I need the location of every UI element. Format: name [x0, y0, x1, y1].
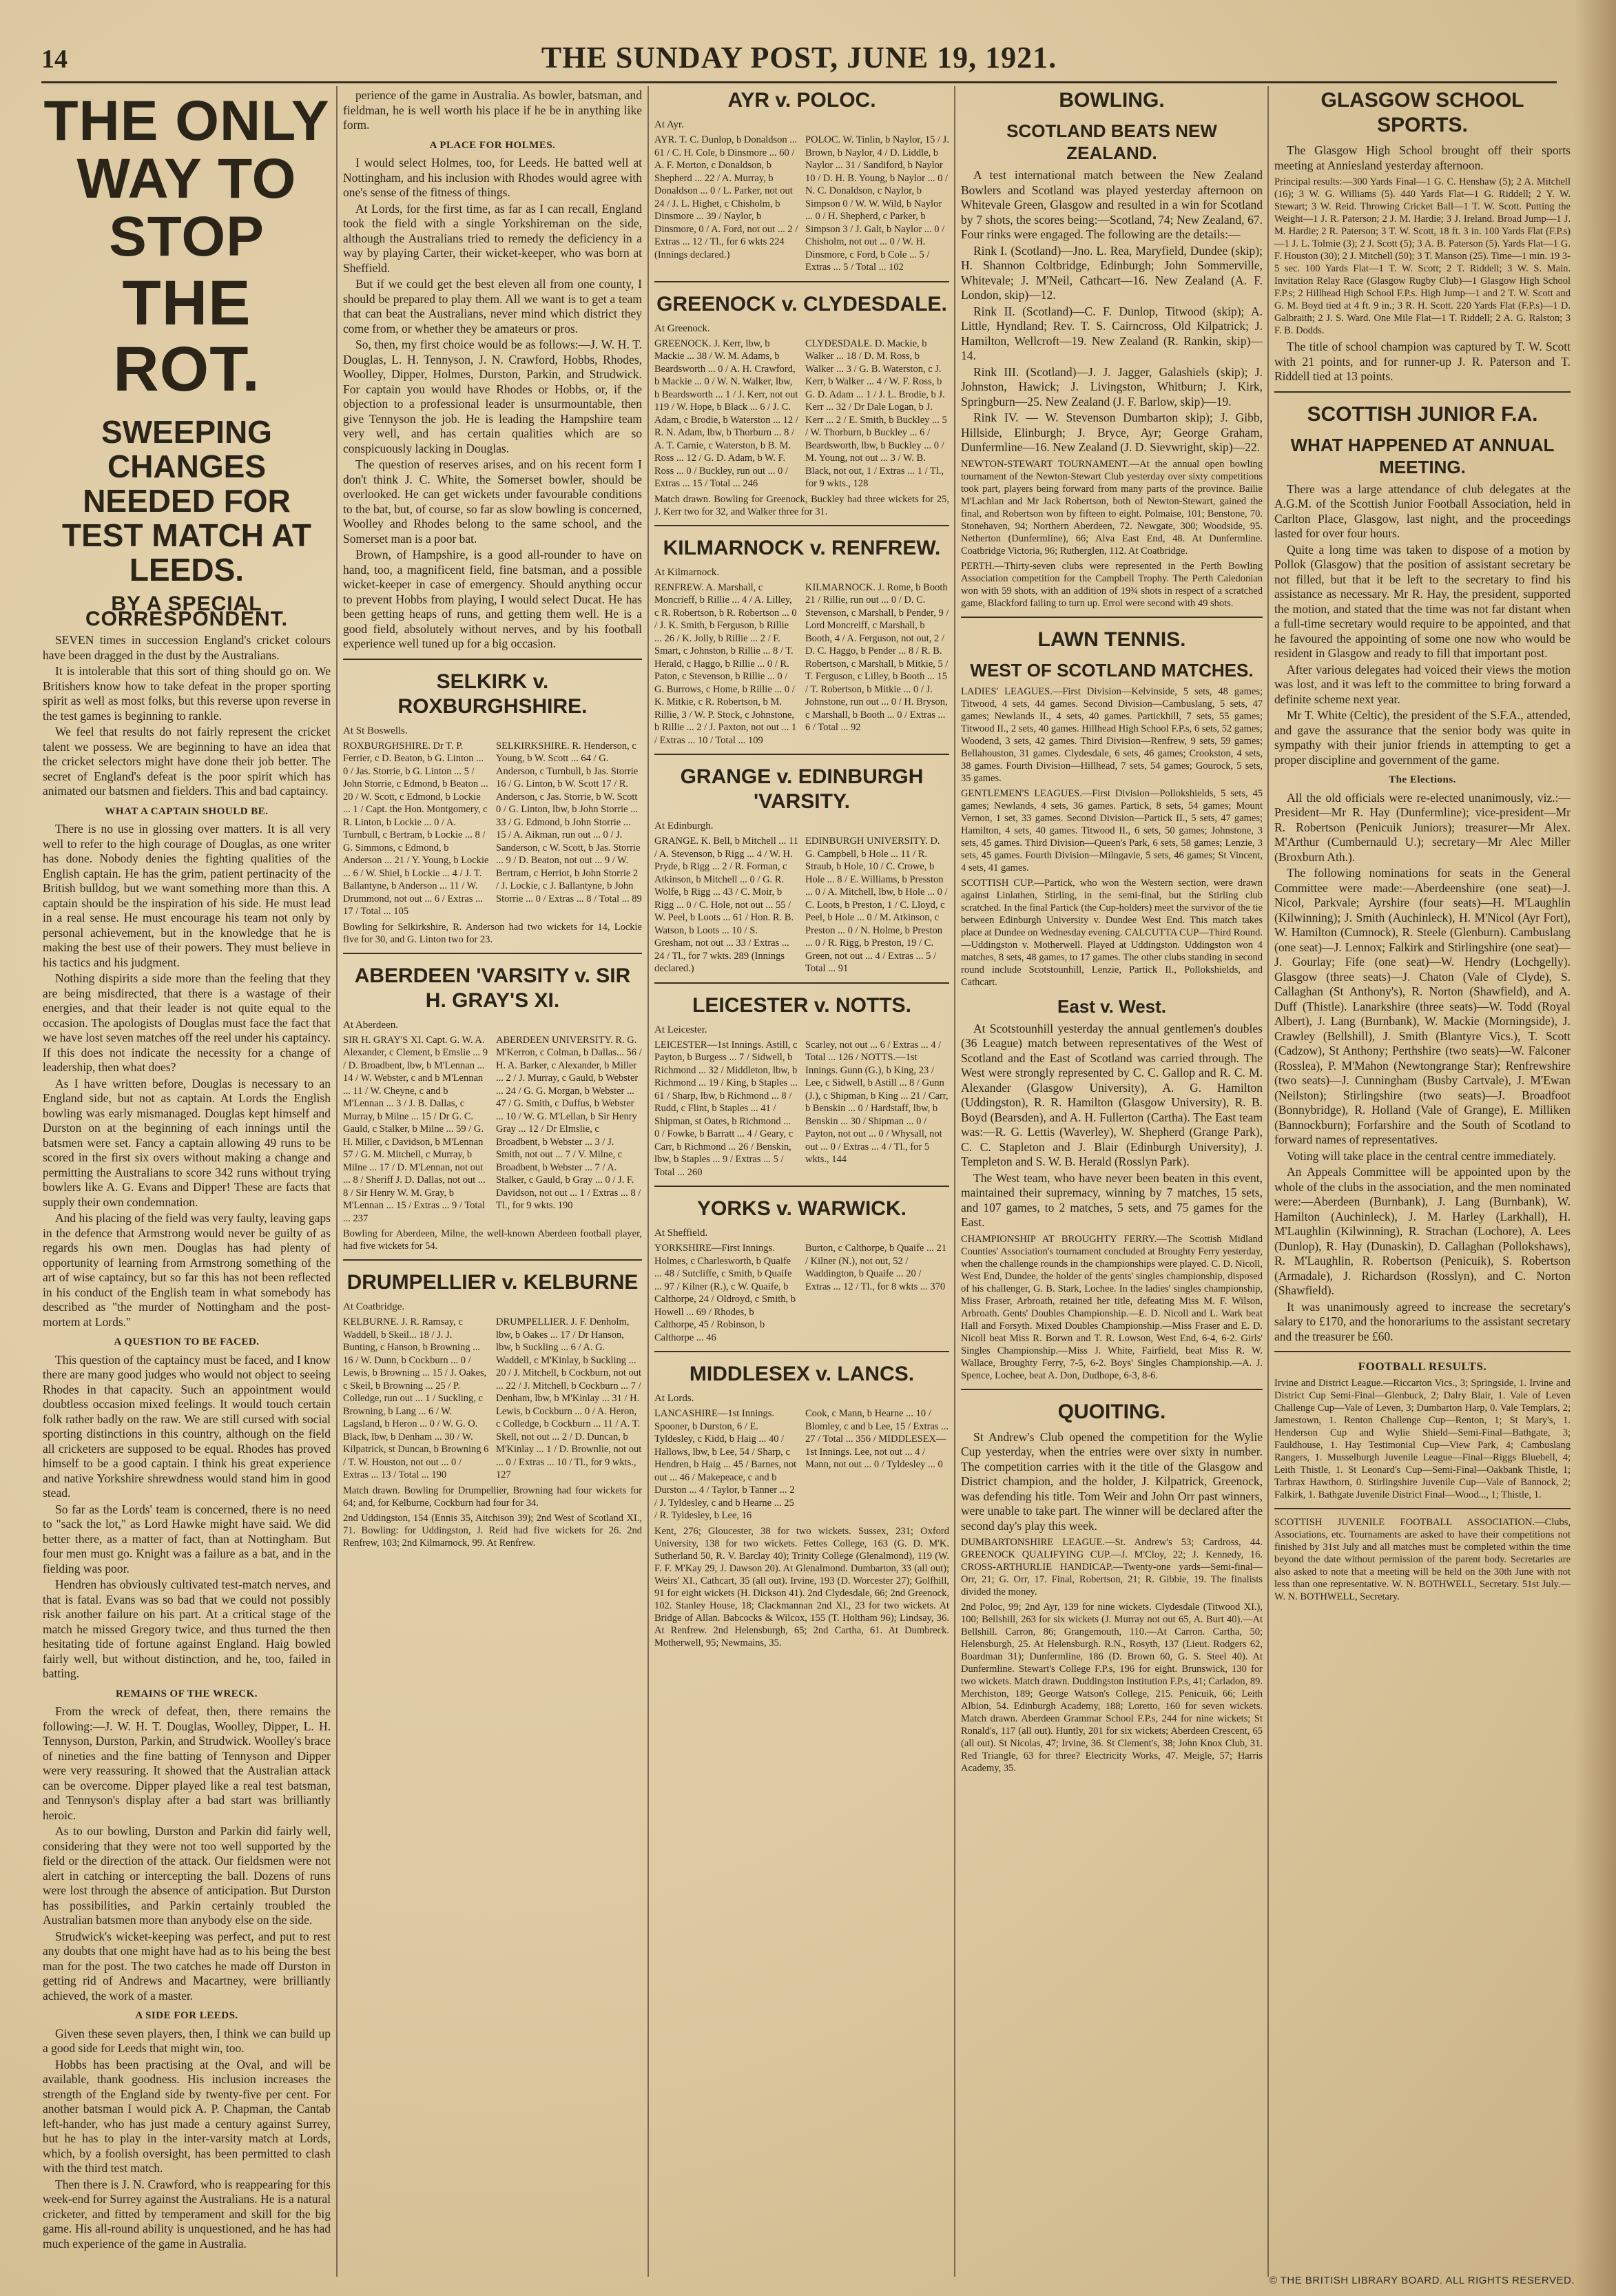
masthead [41, 40, 1557, 74]
article-paragraph: Quite a long time was taken to dispose of a motion by Pollok (Glasgow) that the position of assistant secretary be not filled, but that it be left to the secretary to find his assistance as necessary. Mr R. Hay, the president, supported the motion, and stated that the time was not far distant when a full-time secretary would require to be appointed, and that he favoured the appointing of some one now who would be resident in Glasgow and ready to fill that important post. [1274, 542, 1571, 660]
article-heading: East v. West. [1057, 995, 1166, 1017]
article-paragraph: The question of reserves arises, and on his recent form I don't think J. C. White, the Somerset bowler, should be overlooked. He can get wickets under favourable conditions to the bat, but, of course, so far as slow bowling is concerned, Woolley and Rhodes belong to the same school, and the Somerset man is a poor bat. [343, 457, 642, 546]
column-rule [336, 86, 338, 2277]
headline-line-2: THE ROT. [113, 268, 260, 404]
article-paragraph: As I have written before, Douglas is necessary to an England side, but not as captain. At Lords the English bowling was early mismanaged. Douglas kept himself and Durston on at the beginning of each innings until the batsmen were set. Fancy a captain allowing 49 runs to be scored in the first six overs without making a change and permitting the Australians to score 342 runs without trying bowlers like A. G. Evans and Dipper! These are facts that supply their own condemnation. [43, 1076, 331, 1209]
scorecard [343, 1034, 642, 1225]
article-paragraph: It was unanimously agreed to increase the secretary's salary to £170, and the honorariums to the assistant secretary and the treasurer be £60. [1274, 1299, 1571, 1343]
article-paragraph: Voting will take place in the central centre immediately. [1287, 1148, 1556, 1163]
scorecard [654, 1242, 949, 1344]
innings-kelburne: KELBURNE. J. R. Ramsay, c Waddell, b Skeil... 18 / J. J. Bunting, c Hanson, b Browning ... 16 / W. Dunn, b Cockburn ... 0 / Lewis, b Browning ... 15 / J. Oakes, c Skeil, b Browning ... 25 / P. Colledge, run out ... 1 / Suckling, c Browning, b Lang ... 6 / W. Lagsland, b Heron ... 0 / W. G. O. Black, lbw, b Denham ... 30 / W. Kilpatrick, st Duncan, b Browning 6 / T. W. Houston, not out ... 0 / Extras ... 13 / Total ... 190 [343, 1316, 489, 1480]
headline-line-1: THE ONLY WAY TO STOP [43, 90, 330, 268]
column-rule [648, 86, 649, 2277]
article-paragraph: I would select Holmes, too, for Leeds. He batted well at Nottingham, and his inclusion with Rhodes would agree with one's sense of the fitness of things. [343, 156, 642, 199]
match-heading: YORKS v. WARWICK. [697, 1197, 907, 1220]
article-paragraph: Strudwick's wicket-keeping was perfect, and put to rest any doubts that one might have had as to his being the best man for the post. The two catches he made off Durston in getting rid of Andrews and Macartney, were brilliantly achieved, the work of a master. [43, 1929, 331, 2003]
article-paragraph: This question of the captaincy must be faced, and I know there are many good judges who would not object to seeing Rhodes in that capacity. Such an appointment would doubtless occasion mixed feelings. It would touch certain folk rather badly on the raw. We are still cursed with social sporting distinctions in this country, although on the field all cricketers are supposed to be equal. Rhodes has proved himself to be a good captain. I think his great experience and native Yorkshire shrewdness would stand him in good stead. [43, 1352, 331, 1500]
article-subheading: FOOTBALL RESULTS. [1358, 1360, 1487, 1373]
match-venue: At Edinburgh. [654, 820, 714, 831]
match-note: Match drawn. Bowling for Greenock, Buckley had three wickets for 25, J. Kerr two for 32, and Walker three for 31. [654, 493, 949, 517]
match-heading: MIDDLESEX v. LANCS. [689, 1363, 915, 1385]
article-heading: SCOTTISH JUNIOR F.A. [1307, 402, 1538, 426]
innings-yorkshire-cont: Burton, c Calthorpe, b Quaife ... 21 / Kilner (N.), not out, 52 / Waddington, b Quaife ... 20 / Extras ... 12 / Tl., for 8 wkts ... 370 [805, 1243, 946, 1292]
article-paragraph: As to our bowling, Durston and Parkin did fairly well, considering that they were not too well supported by the field or the direction of the attack. Our fieldsmen were not alert in catching or intercepting the ball. Dozens of runs were lost through the absence of anticipation. But Durston has possibilities, and Parkin certainly troubled the Australian batsmen more than anybody else on the side. [43, 1824, 331, 1927]
article-paragraph: At Lords, for the first time, as far as I can recall, England took the field with a single Yorkshireman on the side, although the Australians tried to remedy the deficiency in a way by playing Carter, their wicket-keeper, who was born at Sheffield. [343, 201, 642, 275]
innings-lancashire: LANCASHIRE—1st Innings. Spooner, b Durston, 6 / E. Tyldesley, c Kidd, b Haig ... 40 / Hallows, lbw, b Lee, 54 / Sharp, c Hendren, b Haig ... 45 / Barnes, not out ... 46 / Makepeace, c and b Durston ... 4 / Taylor, b Tanner ... 2 / J. Tyldesley, c and b Hearne ... 25 / R. Tyldesley, b Lee, 16 [654, 1408, 797, 1521]
article-subheading: WHAT A CAPTAIN SHOULD BE. [105, 805, 269, 817]
headline-subhead: SWEEPING CHANGES NEEDED FOR TEST MATCH AT LEEDS. [62, 414, 311, 588]
match-heading: ABERDEEN 'VARSITY v. SIR H. GRAY'S XI. [354, 964, 631, 1012]
innings-greenock: GREENOCK. J. Kerr, lbw, b Mackie ... 38 / W. M. Adams, b Beardsworth ... 0 / A. H. Crawford, b Mackie ... 0 / W. N. Walker, lbw, b Beardsworth ... 1 / J. Kerr, not out 119 / W. Hope, b Black ... 6 / J. C. Adam, c Brodie, b Waterston ... 12 / R. N. Adam, lbw, b Thorburn ... 8 / A. T. Carnie, c Waterston, b B. M. Ross ... 12 / G. D. Adam, b W. F. Ross ... 0 / Buckley, run out ... 0 / Extras ... 15 / Total ... 246 [654, 338, 798, 489]
article-subheading: WHAT HAPPENED AT ANNUAL MEETING. [1290, 434, 1555, 477]
article-paragraph: The following nominations for seats in the General Committee were made:—Aberdeenshire (one seat)—J. Nicol, Parkvale; Ayrshire (four seats)—H. M'Laughlin (Kilwinning); J. Smith (Auchinleck), H. M'Nicol (Ayr Fort), W. Hamilton (Cumnock), R. Steele (Glenburn). Cambuslang (one seat)—J. Lennox; Falkirk and Stirlingshire (one seat)—J. Gourlay; Fife (one seat)—W. Hendry (Lochgelly). Glasgow (three seats)—J. Chaton (Vale of Clyde), S. Callaghan (St Anthony's), R. Norton (Shawfield), and A. Duff (Thistle). Lanarkshire (three seats)—W. Todd (Royal Albert), J. Lang (Burnbank), W. Mackie (Morningside), J. Crawley (Bellshill), J. Smith (Blantyre Vics.), T. Scott (Cadzow), St Anthony; Perthshire (two seats)—W. Falconer (Rosslea), P. M'Mahon (Newtongrange Star); Renfrewshire (two seats)—J. Cunningham (Busby Cartvale), J. M'Ewan (Neilston); Stirlingshire (two seats)—J. Broadfoot (Bonnybridge), R. Holland (Vale of Grange), E. Milliken (Bannockburn); Forfarshire and the South of Scotland to forward names of representatives. [1274, 866, 1571, 1146]
article-paragraph: Rink III. (Scotland)—J. J. Jagger, Galashiels (skip); J. Johnston, Hawick; J. Livingston, Whitburn; J. Kirk, Springburn—25. New Zealand (J. F. Barlow, skip)—19. [961, 364, 1263, 408]
article-paragraph: SEVEN times in succession England's cricket colours have been dragged in the dust by the Australians. [43, 633, 331, 662]
match-venue: At Greenock. [654, 322, 710, 334]
section-divider [654, 754, 949, 755]
section-divider [654, 281, 949, 282]
section-divider [343, 1259, 642, 1261]
match-heading: GREENOCK v. CLYDESDALE. [656, 292, 947, 316]
article-subheading: A QUESTION TO BE FACED. [114, 1336, 260, 1347]
match-note: Bowling for Selkirkshire, R. Anderson had two wickets for 14, Lockie five for 30, and G. Linton two for 23. [343, 921, 642, 945]
article-paragraph: Rink I. (Scotland)—Jno. L. Rea, Maryfield, Dundee (skip); H. Shannon Coltbridge, Edinburgh; John Sommerville, Whitevale; J. M'Neil, Cathcart—16. New Zealand (A. F. London, skip)—12. [961, 243, 1263, 302]
article-paragraph: Then there is J. N. Crawford, who is reappearing for this week-end for Surrey against the Australians. He is a natural cricketer, and fitted by temperament and skill for the big game. His all-round ability is unquestioned, and he has had much experience of the game in Australia. [43, 2177, 331, 2251]
article-paragraph: The West team, who have never been beaten in this event, maintained their supremacy, winning by 7 matches, 15 sets, and 107 games, to 2 matches, 5 sets, and 75 games for the East. [961, 1170, 1263, 1229]
article-paragraph: An Appeals Committee will be appointed upon by the whole of the clubs in the association, and the men nominated were:—Aberdeen (Burnbank), J. Lang (Burnbank), W. Hamilton (Auchinleck), J. M. Harley (Larkhall), H. M'Laughlin (Kilwinning), R. Strachan (Lochore), A. Lees (Dunlop), R. Hay (Dunaskin), D. Callaghan (Pollokshaws), R. M'Laughlin, R. Robertson (Penicuik), S. Robertson (Armadale), J. Richardson (Rosslyn), and C. Norton (Shawfield). [1274, 1165, 1571, 1297]
innings-poloc: POLOC. W. Tinlin, b Naylor, 15 / J. Brown, b Naylor, 4 / D. Liddle, b Naylor ... 31 / Sandiford, b Naylor 10 / D. H. B. Young, b Naylor ... 0 / N. C. Donaldson, c Naylor, b Simpson 0 / W. W. Wild, b Naylor ... 0 / H. Shepherd, c Parker, b Simpson 3 / J. Galt, b Naylor ... 0 / Chisholm, not out ... 0 / W. H. Dinsmore, c Ford, b Cole ... 5 / Extras ... 5 / Total ... 102 [805, 134, 949, 273]
column-5 [1274, 88, 1571, 2279]
tennis-results: CHAMPIONSHIP AT BROUGHTY FERRY.—The Scottish Midland Counties' Association's tournament concluded at Broughty Ferry yesterday, when the challenge rounds in the championships were played. C. D. Nicoll, West End, Dundee, the holder of the gents' singles championship, disposed of his challenger, G. B. Stark, Lochee. In the ladies' singles championship, Miss Fraser, Arbroath, retained her title, defeating Miss M. F. Wilson, Arbroath. Gents' Doubles Championship.—E. D. Nicoll and L. Wark beat Hall and Forsyth. Mixed Doubles Championship.—Miss Fraser and E. D. Nicoll beat Miss R. Borwn and T. R. Lowson, West End, 6-4, 6-2. Girls' Singles Championship.—Miss J. White, Fairfield, beat Miss R. W. Wallace, Broughty Ferry, 7-5, 6-2. Boys' Singles Championship.—A. J. Spence, Lochee, beat A. Don, Dudhope, 6-3, 8-6. [961, 1233, 1263, 1381]
article-paragraph: But if we could get the best eleven all from one county, I should be prepared to play them. All we want is to get a team that can beat the Australians, never mind which district they come from, or whether they be amateurs or pros. [343, 277, 642, 335]
scorecard [654, 1407, 949, 1522]
match-venue: At Leicester. [654, 1024, 707, 1035]
article-paragraph: Rink IV. — W. Stevenson Dumbarton skip); J. Gibb, Hillside, Elinburgh; J. Bryce, Ayr; George Graham, Dunfermline—16. New Zealand (J. D. Sievwright, skip)—22. [961, 411, 1263, 454]
section-heading-lawn-tennis: LAWN TENNIS. [1037, 628, 1186, 651]
article-paragraph: Mr T. White (Celtic), the president of the S.F.A., attended, and gave the assurance that the senior body was quite in sympathy with their junior friends in attempting to get a proper discipline and government of the game. [1274, 708, 1571, 767]
byline: BY A SPECIAL CORRESPONDENT. [85, 592, 289, 630]
column-2 [343, 88, 642, 2279]
football-results: Irvine and District League.—Riccarton Vics., 3; Springside, 1. Irvine and District Cup Semi-Final—Glenbuck, 2; Dalry Blair, 1. Vale of Leven Challenge Cup—Vale of Leven, 3; Dumbarton Harp, 0. Vale Templars, 2; Jamestown, 1. Renton Challenge Cup—Renton, 1; St Mary's, 1. Henderson Cup and Wylie Shield—Semi-Final—Bathgate, 3; Fauldhouse, 1. Hay Testimonial Cup—View Park, 4; Cambuslang Rangers, 1. Musselburgh Juvenile League—Final—Riggs Bluebell, 4; Leith Thistle, 1. St Leonard's Cup—Semi-Final—Oakbank Thistle, 1; Tarbrax Hawthorn, 0. Stirlingshire Juvenile Cup—Vale of Bannock, 2; Falkirk, 1. Bathgate Juvenile District Final—Wood..., 1; Thistle, 1. [1274, 1377, 1571, 1500]
scorecard [654, 134, 949, 274]
section-divider [343, 953, 642, 954]
copyright-footer: © THE BRITISH LIBRARY BOARD. ALL RIGHTS RESERVED. [1269, 2275, 1575, 2286]
column-rule [1267, 86, 1269, 2277]
section-divider [961, 617, 1263, 618]
article-subheading: REMAINS OF THE WRECK. [115, 1688, 258, 1699]
article-paragraph: At Scotstounhill yesterday the annual gentlemen's doubles (36 League) match between representatives of the West of Scotland and the East of Scotland was carried through. The West were strongly represented by C. C. Gallop and R. C. M. Alexander (Glasgow University), A. G. Hamilton (Uddingston), R. R. Hamilton (Glasgow University), R. B. Boyd (Bearsden), and A. H. Fullerton (Cartha). The East team was:—R. G. Lettis (Waverley), W. Shepherd (Grange Park), C. C. Stapleton and J. Blair (Edinburgh University), J. Templeton and S. W. B. Herald (Rosslyn Park). [961, 1021, 1263, 1168]
article-paragraph: So far as the Lords' team is concerned, there is no need to "sack the lot," as Lord Hawke might have said. We did better there, as a matter of fact, than at Nottingham. But four men must go. Knight was a failure as a bat, and in the fielding was poor. [43, 1502, 331, 1575]
article-heading: WEST OF SCOTLAND MATCHES. [970, 659, 1254, 681]
section-divider [654, 525, 949, 526]
match-venue: At Sheffield. [654, 1228, 708, 1239]
article-paragraph: St Andrew's Club opened the competition for the Wylie Cup yesterday, when the entries were over sixty in number. The competition carries with it the title of the Glasgow and District champion, and the holder, J. Kilpatrick, Greenock, was defending his title. Tom Weir and John Orr past winners, were unable to take part. The winner will be declared after the second day's play this week. [961, 1429, 1263, 1533]
section-heading-quoiting: QUOITING. [1057, 1400, 1166, 1423]
innings-yorkshire: YORKSHIRE—First Innings. Holmes, c Charlesworth, b Quaife ... 48 / Sutcliffe, c Smith, b Quaife ... 97 / Kilner (R.), c W. Quaife, b Calthorpe, 24 / Oldroyd, c Smith, b Howell ... 69 / Rhodes, b Calthorpe, 45 / Robinson, b Calthorpe ... 46 [654, 1243, 796, 1343]
innings-roxburghshire: ROXBURGHSHIRE. Dr T. P. Ferrier, c D. Beaton, b G. Linton ... 0 / Jas. Storrie, b G. Linton ... 5 / John Storrie, c Edmond, b Beaton ... 20 / W. Scott, c Edmond, b Lockie ... 1 / Capt. the Hon. Montgomery, c R. Linton, b Lockie ... 0 / A. Turnbull, c Bertram, b Lockie ... 8 / G. Simmons, c Edmond, b Anderson ... 21 / Y. Young, b Lockie ... 6 / W. Shiel, b Lockie ... 4 / J. T. Ballantyne, b Anderson ... 11 / W. Drummond, not out ... 6 / Extras ... 17 / Total ... 105 [343, 740, 489, 917]
match-venue: At St Boswells. [343, 725, 408, 736]
other-results: Kent, 276; Gloucester, 38 for two wickets. Sussex, 231; Oxford University, 138 for two wickets. Fettes College, 163 (G. D. M'K. Sutherland 50, R. V. Barclay 40); Trinity College (Glenalmond), 119 (W. F. F. M'Kay 29, J. Dawson 20). At Glenalmond. Dumbarton, 33 (all out); Weirs' XI., Cathcart, 35 (all out). Irvine, 193 (D. Worcester 27); Golfhill, 91 for eight wickets (H. Dickson 41). 2nd Clydesdale, 66; 2nd Greenock, 102. Stanley House, 18; Clackmannan 2nd XI., 23 for two wickets. At Bridge of Allan. Babcocks & Wilcox, 155 (T. Holtham 96); Lindsay, 36. At Renfrew. 2nd Helensburgh, 65; 2nd Cartha, 61. At Dumbreck. Motherwell, 95; Newmains, 35. [654, 1525, 949, 1648]
column-4 [961, 88, 1263, 2279]
page-number: 14 [41, 45, 68, 74]
match-heading: DRUMPELLIER v. KELBURNE [346, 1271, 639, 1294]
scorecard [343, 1316, 642, 1482]
tennis-results: GENTLEMEN'S LEAGUES.—First Division—Pollokshields, 5 sets, 45 games; Newlands, 4 sets, 36 games. Partick, 8 sets, 54 games; Mount Vernon, 1 set, 33 games. Second Division—Partick II., 5 sets, 47 games; Hamilton, 4 sets, 40 games. Titwood II., 6 sets, 50 games; Johnstone, 3 sets, 45 games. Third Division—Queen's Park, 6 sets, 58 games; Lenzie, 3 sets, 45 games. Fourth Division—Milngavie, 5 sets, 46 games; St Vincent, 4 sets, 41 games. [961, 787, 1263, 873]
article-paragraph: Hendren has obviously cultivated test-match nerves, and that is fatal. Evans was so bad that we could not possibly risk another failure on his part. At a critical stage of the match he missed Gregory twice, and thus turned the then hesitating tide of fortune against England. Haig bowled fairly well, but without distinction, and he, too, failed in batting. [43, 1578, 331, 1680]
section-divider [1274, 1508, 1571, 1509]
innings-leicester: LEICESTER—1st Innings. Astill, c Payton, b Burgess ... 7 / Sidwell, b Richmond ... 32 / Middleton, lbw, b Richmond ... 19 / King, b Staples ... 61 / Sharp, lbw, b Richmond ... 8 / Rudd, c Flint, b Staples ... 41 / Shipman, st Oates, b Richmond ... 0 / Fowke, b Barratt ... 4 / Geary, c Carr, b Richmond ... 26 / Benskin, lbw, b Staples ... 9 / Extras ... 5 / Total ... 260 [654, 1039, 798, 1178]
match-venue: At Lords. [654, 1393, 694, 1404]
column-rule [954, 86, 955, 2277]
article-subheading: The Elections. [1389, 774, 1456, 785]
article-paragraph: After various delegates had voiced their views the motion was lost, and it was left to the committee to bring forward a definite scheme next year. [1274, 662, 1571, 706]
scorecard [654, 1039, 949, 1179]
article-subheading: A PLACE FOR HOLMES. [429, 139, 556, 151]
match-heading: GRANGE v. EDINBURGH 'VARSITY. [680, 765, 924, 813]
article-paragraph: So, then, my first choice would be as follows:—J. W. H. T. Douglas, L. H. Tennyson, J. N. Crawford, Hobbs, Rhodes, Woolley, Dipper, Holmes, Durston, Parkin, and Strudwick. For captain you would have Rhodes or Hobbs, or, if the objection to a professional leader is unsurmountable, then give Tennyson the job. He is leading the Hampshire team very well, and has certain qualities which are so conspicuously lacking in Douglas. [343, 338, 642, 455]
article-paragraph: There was a large attendance of club delegates at the A.G.M. of the Scottish Junior Football Association, held in Carlton Place, Glasgow, last night, and the proceedings lasted for over four hours. [1274, 482, 1571, 540]
match-note: Bowling for Aberdeen, Milne, the well-known Aberdeen football player, had five wickets for 54. [343, 1228, 642, 1252]
article-paragraph: Hobbs has been practising at the Oval, and will be available, thank goodness. His inclusion increases the strength of the England side by twenty-five per cent. For another batsman I would pick A. P. Chapman, the Cantab left-hander, who has just made a century against Surrey, but he has to play in the inter-varsity match at Lords, which, by a foolish oversight, has been permitted to clash with the third test match. [43, 2057, 331, 2175]
section-divider [654, 982, 949, 984]
bowling-results: PERTH.—Thirty-seven clubs were represented in the Perth Bowling Association competition for the Campbell Trophy. The Perth Caledonian won with 59 shots, with an addition of 19¾ shots in respect of a scratched game, Blackford failing to turn up. Errol were second with 49 shots. [961, 560, 1263, 609]
innings-notts: Scarley, not out ... 6 / Extras ... 4 / Total ... 126 / NOTTS.—1st Innings. Gunn (G.), b King, 23 / Lee, c Sidwell, b Astill ... 8 / Gunn (J.), c Shipman, b King ... 21 / Carr, b Benskin ... 0 / Hardstaff, lbw, b Benskin ... 30 / Shipman ... 0 / Payton, not out ... 0 / Whysall, not out ... 0 / Extras ... 4 / Tl., for 5 wkts., 144 [805, 1039, 949, 1165]
scorecard [654, 338, 949, 490]
innings-middlesex: Cook, c Mann, b Hearne ... 10 / Blomley, c and b Lee, 15 / Extras ... 27 / Total ... 356 / MIDDLESEX—1st Innings. Lee, not out ... 4 / Mann, not out ... 0 / Tyldesley ... 0 [805, 1408, 949, 1470]
article-paragraph: A test international match between the New Zealand Bowlers and Scotland was played yesterday afternoon on Whitevale Green, Glasgow and resulted in a win for Scotland by 7 shots, the scores being:—Scotland, 74; New Zealand, 67. Four rinks were engaged. The following are the details:— [961, 168, 1263, 241]
innings-aberdeen-university: ABERDEEN UNIVERSITY. R. G. M'Kerron, c Colman, b Dallas... 56 / H. A. Barker, c Alexander, b Miller ... 2 / J. Murray, c Gauld, b Webster ... 24 / G. G. Morgan, b Webster ... 47 / G. Smith, c Duffus, b Webster ... 10 / W. G. M'Lellan, b Sir Henry Gray ... 12 / Dr Elmslie, c Broadbent, b Webster ... 3 / J. Smith, not out ... 7 / V. Milne, c Broadbent, b Webster ... 7 / A. Stalker, c Gauld, b Gray ... 0 / J. F. Davidson, not out ... 1 / Extras ... 8 / Tl., for 9 wkts. 190 [496, 1034, 642, 1211]
section-heading-bowling: BOWLING. [1059, 89, 1165, 112]
notice: SCOTTISH JUVENILE FOOTBALL ASSOCIATION.—Clubs, Associations, etc. Tournaments are asked to have their competitions not finished by 31st July and all matches must be completed within the time beyond the date without permission of the parent body. Secretaries are also asked to note that a meeting will be held on the 30th June with not less than one representative. W. N. BOTHWELL, Secretary. 51st July.—W. N. BOTHWELL, Secretary. [1274, 1516, 1571, 1602]
match-note: 2nd Uddingston, 154 (Ennis 35, Aitchison 39); 2nd West of Scotland XI., 71. Bowling: for Uddingston, J. Reid had five wickets for 26. 2nd Renfrew, 103; 2nd Kilmarnock, 99. At Renfrew. [343, 1512, 642, 1549]
newspaper-date-title: THE SUNDAY POST, JUNE 19, 1921. [541, 41, 1057, 74]
match-heading: SELKIRK v. ROXBURGHSHIRE. [397, 670, 588, 718]
article-paragraph: From the wreck of defeat, then, there remains the following:—J. W. H. T. Douglas, Woolley, Dipper, L. H. Tennyson, Durston, Parkin, and Strudwick. Woolley's brace of nineties and the fine batting of Tennyson and Dipper were very reassuring. It showed that the Australian attack can be overcome. Dipper played like a real test batsman, and Tennyson's display after a bad start was brilliantly heroic. [43, 1704, 331, 1822]
article-paragraph: There is no use in glossing over matters. It is all very well to refer to the high courage of Douglas, as one writer has done. Nobody denies the fighting qualities of the English captain. He has the grim, patient pertinacity of the British bulldog, but we want something more than this. A captain should be the inspiration of his side. He must lead in a real sense. He must encourage his team not only by personal achievement, but in the knowledge that he is making the best use of their powers. They must believe in his tactics and his judgment. [43, 822, 331, 969]
tennis-results: SCOTTISH CUP.—Partick, who won the Western section, were drawn against Linlathen, Stirling, in the semi-final, but the Stirling club scratched. In the final Partick (the Cup-holders) meet the survivor of the tie between Edinburgh University v. Dundee West End. This match takes place at Dundee on Wednesday evening. CALCUTTA CUP—Third Round.—Uddingston v. Motherwell. Played at Uddingston. Uddingston won 4 matches, 8 sets, 48 games, to 17 games. The other clubs standing in second round include Scotstounhill, Lenzie, Partick II., Pollokshields, and Cathcart. [961, 877, 1263, 988]
article-paragraph: The title of school champion was captured by T. W. Scott with 21 points, and for runner-up J. R. Paterson and T. Riddell tied at 13 points. [1274, 340, 1571, 383]
article-paragraph: And his placing of the field was very faulty, leaving gaps in the defence that Armstrong would never be guilty of as regards his own men. Douglas has had plenty of opportunity of learning from Armstrong something of the art of wise captaincy, but so far this has not been reflected in his conduct of the English team in what somebody has described as "the murder of Nottingham and the post-mortem at Lords." [43, 1211, 331, 1329]
match-heading: AYR v. POLOC. [727, 89, 876, 112]
cricket-results: 2nd Poloc, 99; 2nd Ayr, 139 for nine wickets. Clydesdale (Titwood XI.), 100; Bellshill, 263 for six wickets (J. Murray not out 65, A. Burt 40).—At Bellshill. Carron, 86; Grangemouth, 110.—At Carron. Cartha, 50; Helensburgh, 25. At Helensburgh. R.N., Rosyth, 137 (Lieut. Rodgers 62, Boardman 31); Dunfermline, 186 (D. Brown 60, G. S. Steel 40). At Dunfermline. Stewart's College F.P.s, 196 for eight. Brunswick, 130 for two wickets. Match drawn. Duddingston Institution F.P.s, 41; Carladon, 89. Merchiston, 189; George Watson's College, 215. Penicuik, 66; Leith Albion, 54. Edinburgh Academy, 188; Loretto, 160 for seven wickets. Match drawn. Aberdeen Grammar School F.P.s, 244 for nine wickets; St Ronald's, 117 (all out). Huntly, 201 for six wickets; Aberdeen Crescent, 65 (all out). St Nicolas, 47; Irvine, 36. St Clement's, 38; John Knox Club, 31. Red Triangle, 63 for three? Electricity Works, 47. Meigle, 57; Harris Academy, 35. [961, 1602, 1263, 1774]
innings-renfrew: RENFREW. A. Marshall, c Moncrieff, b Rillie ... 4 / A. Lilley, c R. Robertson, b R. Robertson ... 0 / J. K. Smith, b Ferguson, b Rillie ... 26 / K. Jolly, b Rillie ... 2 / F. Smart, c Johnston, b Rillie ... 8 / T. Herald, c Haggo, b Rillie ... 0 / R. Paton, c Stevenson, b Rillie ... 0 / G. Burrows, c Home, b Rillie ... 0 / K. Mitkie, c R. Robertson, b M. Rillie, 3 / W. P. Stock, c Johnstone, b Rillie ... 2 / J. Paxton, not out ... 1 / Extras ... 10 / Total ... 109 [654, 581, 797, 746]
scorecard [654, 835, 949, 975]
innings-edinburgh-university: EDINBURGH UNIVERSITY. D. G. Campbell, b Hole ... 11 / R. Straub, b Hole, 10 / C. Crowe, b Hole ... 8 / E. Williams, b Presston ... 0 / A. Mitchell, lbw, b Hole ... 0 / C. Loots, b Preston, 1 / C. Lloyd, c Peel, b Hole ... 0 / M. Atkinson, c Preston ... 0 / N. Holme, b Preston ... 0 / R. Rigg, b Preston, 19 / C. Green, not out ... 4 / Extras ... 5 / Total ... 91 [805, 836, 948, 974]
article-heading: GLASGOW SCHOOL SPORTS. [1320, 89, 1524, 136]
bowling-results: NEWTON-STEWART TOURNAMENT.—At the annual open bowling tournament of the Newton-Stewart Club yesterday over sixty competitions took part, players being forward from many parts of the province. Bailie M'Lachlan and Mr Jack Robertson, both of Newton-Stewart, gained the final, and Robertson won by fifteen to eight. Polmaise, 101; Benstone, 70. Stonehaven, 94; Northern Aberdeen, 72. Newgate, 300; Woodside, 95. Netherton (Dunfermline), 66; Alva East End, 48. At Dunfermline. Coatbridge Victoria, 96; Rutherglen, 112. At Coatbridge. [961, 458, 1263, 557]
page-edge-shadow [1575, 0, 1616, 2296]
scorecard [654, 581, 949, 747]
section-divider [654, 1351, 949, 1352]
match-note: Match drawn. Bowling for Drumpellier, Browning had four wickets for 64; and, for Kelburne, Cockburn had four for 34. [343, 1485, 642, 1509]
column-1 [43, 88, 331, 2279]
match-venue: At Coatbridge. [343, 1301, 405, 1312]
section-divider [654, 1186, 949, 1187]
article-paragraph: We feel that results do not fairly represent the cricket talent we possess. We are beginning to have an idea that the cricket selectors might have done their job better. The secret of England's defeat is the poor spirit which has animated our batsmen and fielders. This and bad captaincy. [43, 725, 331, 798]
match-heading: KILMARNOCK v. RENFREW. [663, 536, 941, 559]
article-paragraph: Given these seven players, then, I think we can build up a good side for Leeds that might win, too. [43, 2026, 331, 2055]
innings-gray-xi: SIR H. GRAY'S XI. Capt. G. W. A. Alexander, c Clement, b Emslie ... 9 / D. Broadbent, lbw, b M'Lennan ... 14 / W. Webster, c and b M'Lennan ... 11 / W. Cheyne, c and b M'Lennan ... 3 / J. B. Dallas, c Murray, b Milne ... 15 / Dr G. C. Gauld, c Stalker, b Milne ... 59 / G. H. Miller, c Davidson, b M'Lennan 57 / G. M. Mitchell, c Murray, b Milne ... 17 / D. M'Lennan, not out ... 8 / Sheriff J. D. Dallas, not out ... 8 / Sir Henry W. M. Gray, b M'Lennan ... 15 / Extras ... 9 / Total ... 237 [343, 1034, 488, 1224]
innings-drumpellier: DRUMPELLIER. J. F. Denholm, lbw, b Oakes ... 17 / Dr Hanson, lbw, b Suckling ... 6 / A. G. Waddell, c M'Kinlay, b Suckling ... 20 / J. Mitchell, b Cockburn, not out ... 22 / J. Mitchell, b Cockburn ... 7 / Denham, lbw, b M'Kinlay ... 31 / H. Lewis, b Cockburn ... 0 / A. Heron, c Colledge, b Cockburn ... 11 / A. T. Skell, not out ... 2 / D. Duncan, b M'Kinlay ... 1 / D. Brownlie, not out ... 0 / Extras ... 10 / Tl., for 9 wkts., 127 [496, 1316, 642, 1480]
match-heading: LEICESTER v. NOTTS. [692, 993, 911, 1017]
article-paragraph: It is intolerable that this sort of thing should go on. We Britishers know how to take defeat in the proper sporting spirit as well as most folks, but this reverse upon reverse in the test games is beginning to rankle. [43, 664, 331, 723]
innings-selkirkshire: SELKIRKSHIRE. R. Henderson, c Young, b W. Scott ... 64 / G. Anderson, c Turnbull, b Jas. Storrie 16 / G. Linton, b W. Scott 17 / R. Anderson, c Jas. Storrie, b W. Scott 0 / G. Linton, lbw, b John Storrie ... 33 / G. Edmond, b John Storrie ... 15 / A. Aikman, run out ... 0 / J. Sanderson, c W. Scott, b Jas. Storrie ... 9 / D. Beaton, not out ... 9 / W. Bertram, c Herriot, b John Storrie 2 / J. Lockie, c J. Ballantyne, b John Storrie ... 0 / Extras ... 8 / Total ... 89 [496, 740, 642, 904]
article-subheading: A SIDE FOR LEEDS. [135, 2010, 238, 2021]
scorecard [343, 740, 642, 918]
column-3 [654, 88, 949, 2279]
article-paragraph: Brown, of Hampshire, is a good all-rounder to have on hand, too, a magnificent field, fine batsman, and a possible wicket-keeper in case of emergency. Should anything occur to prevent Hobbs from playing, I would select Ducat. He has been getting heaps of runs, and getting them well. He is a good field, absolutely without nerves, and by his football experience well tuned up for a big occasion. [343, 548, 642, 650]
match-venue: At Ayr. [654, 119, 684, 130]
match-venue: At Kilmarnock. [654, 566, 720, 578]
article-paragraph: The Glasgow High School brought off their sports meeting at Anniesland yesterday afternoon. [1274, 143, 1571, 172]
quoiting-results: DUMBARTONSHIRE LEAGUE.—St. Andrew's 53; Cardross, 44. GREENOCK QUALIFYING CUP.—J. M'Cloy, 22; J. Kennedy, 16. CROSS-ARTHURLIE HANDICAP.—Twenty-one yards—Semi-final—Orr, 21; G. Orr, 17. Final, Robertson, 21; R. Gibbie, 19. The finalists divided the money. [961, 1537, 1263, 1597]
match-venue: At Aberdeen. [343, 1019, 398, 1031]
innings-clydesdale: CLYDESDALE. D. Mackie, b Walker ... 18 / D. M. Ross, b Walker ... 3 / G. B. Waterston, c J. Kerr, b Walker ... 4 / W. F. Ross, b G. D. Adam ... 1 / J. L. Brodie, b J. Kerr ... 32 / Dr Dale Logan, b J. Kerr ... 2 / E. Smith, b Buckley ... 5 / W. Thorburn, b Buckley ... 6 / Beardsworth, lbw, b Buckley ... 0 / M. Young, not out ... 3 / W. B. Black, not out, 1 / Extras ... 1 / Tl., for 9 wkts., 128 [805, 338, 947, 489]
innings-kilmarnock: KILMARNOCK. J. Rome, b Booth 21 / Rillie, run out ... 0 / D. C. Stevenson, c Marshall, b Pender, 9 / Lord Moncreiff, c Marshall, b Booth, 4 / A. Ferguson, not out, 2 / D. C. Haggo, b Pender ... 8 / R. B. Robertson, c Marshall, b Mitkie, 5 / T. Ferguson, c Lilley, b Booth ... 15 / T. Robertson, b Mitkie ... 0 / J. Johnstone, run out ... 0 / H. Bryson, c Marshall, b Booth ... 0 / Extras ... 6 / Total ... 92 [805, 581, 949, 733]
section-divider [343, 659, 642, 660]
masthead-rule [41, 81, 1557, 83]
section-divider [1274, 1351, 1571, 1352]
article-paragraph: Rink II. (Scotland)—C. F. Dunlop, Titwood (skip); A. Little, Hyndland; Rev. T. S. Cairncross, Old Kilpatrick; J. Hamilton, Wellcroft—19. New Zealand (R. Rankin, skip)—14. [961, 304, 1263, 362]
section-divider [961, 1389, 1263, 1390]
section-divider [1274, 391, 1571, 393]
innings-grange: GRANGE. K. Bell, b Mitchell ... 11 / A. Stevenson, b Rigg ... 4 / W. H. Pryde, b Rigg ... 2 / R. Forman, c Atkinson, b Mitchell ... 0 / G. R. Wolfe, b Rigg ... 43 / C. Moir, b Rigg ... 0 / C. Hole, not out ... 55 / W. Peel, b Loots ... 61 / Hon. R. B. Watson, b Loots ... 10 / S. Gresham, not out ... 33 / Extras ... 24 / Tl., for 7 wkts. 289 (Innings declared.) [654, 836, 798, 974]
tennis-results: LADIES' LEAGUES.—First Division—Kelvinside, 5 sets, 48 games; Titwood, 4 sets, 44 games. Second Division—Cambuslang, 5 sets, 47 games; Newlands II., 4 sets, 40 games. Partickhill, 7 sets, 55 games; Titwood II., 2 sets, 40 games. Hillhead High School F.P.s, 6 sets, 52 games; Woodend, 3 sets, 42 games. Third Division—Renfrew, 9 sets, 59 games; Bellahouston, 31 games. Clydesdale, 6 sets, 46 games; Crookston, 4 sets, 38 games. Fourth Division—Hillhead, 7 sets, 54 games; Gourock, 5 sets, 35 games. [961, 685, 1263, 784]
article-paragraph: All the old officials were re-elected unanimously, viz.:—President—Mr R. Hay (Dunfermline); vice-president—Mr R. Robertson (Penicuik Juniors); treasurer—Mr Alex. M'Arthur (Cumbernauld U.); secretary—Mr Alec Miller (Broxburn Ath.). [1274, 790, 1571, 864]
article-paragraph: perience of the game in Australia. As bowler, batsman, and fieldman, he is well worth his place if he be in anything like form. [343, 88, 642, 132]
innings-ayr: AYR. T. C. Dunlop, b Donaldson ... 61 / C. H. Cole, b Dinsmore ... 60 / A. F. Morton, c Donaldson, b Shepherd ... 22 / A. Murray, b Donaldson ... 0 / L. Parker, not out 24 / J. L. Highet, c Chisholm, b Dinsmore ... 39 / Naylor, b Dinsmore, 0 / A. Ford, not out ... 2 / Extras ... 12 / Tl., for 6 wkts 224 (Innings declared.) [654, 134, 798, 260]
article-paragraph: Nothing dispirits a side more than the feeling that they are being misdirected, that there is a wastage of their energies, and that their leader is not quite equal to the occasion. The apologists of Douglas must face the fact that we have lost seven matches off the reel under his captaincy. If this does not indicate the necessity for a change of leadership, then what does? [43, 971, 331, 1074]
sports-results: Principal results:—300 Yards Final—1 G. C. Henshaw (5); 2 A. Mitchell (16); 3 W. G. Williams (5). 440 Yards Flat—1 G. Riddell; 2 Y. W. Stewart; 3 W. Reid. Throwing Cricket Ball—1 T. W. Scott. Putting the Weight—1 J. R. Paterson; 2 J. M. Hardie; 3 J. Ireland. Broad Jump—1 J. M. Hardie; 2 R. Paterson; 3 T. W. Scott, 18 ft. 3 in. 100 Yards Flat (F.P.s)—1 J. L. Tolmie (3); 2 J. Scott (5); 3 A. B. Paterson (5). Yards Flat—1 G. F. Houston (30); 2 J. Mitchell (50); 3 T. Manson (25). Time—1 min. 19 3-5 sec. 100 Yards Flat—1 T. W. Scott; 2 T. Riddell; 3 W. S. Main. Invitation Relay Race (Glasgow Rugby Club)—1 Glasgow High School F.P.s; 2 Hillhead High School F.P.s. High Jump—1 and 2 T. W. Scott and G. M. Boyd tied at 4 ft. 9 in.; 3 R. H. Scott. 220 Yards Flat (F.P.s)—1 D. Galbraith; 2 J. S. Ward. One Mile Flat—1 T. Riddell; 2 A. G. Ralston; 3 F. B. Dodds. [1274, 176, 1571, 336]
article-heading: SCOTLAND BEATS NEW ZEALAND. [1006, 121, 1217, 163]
